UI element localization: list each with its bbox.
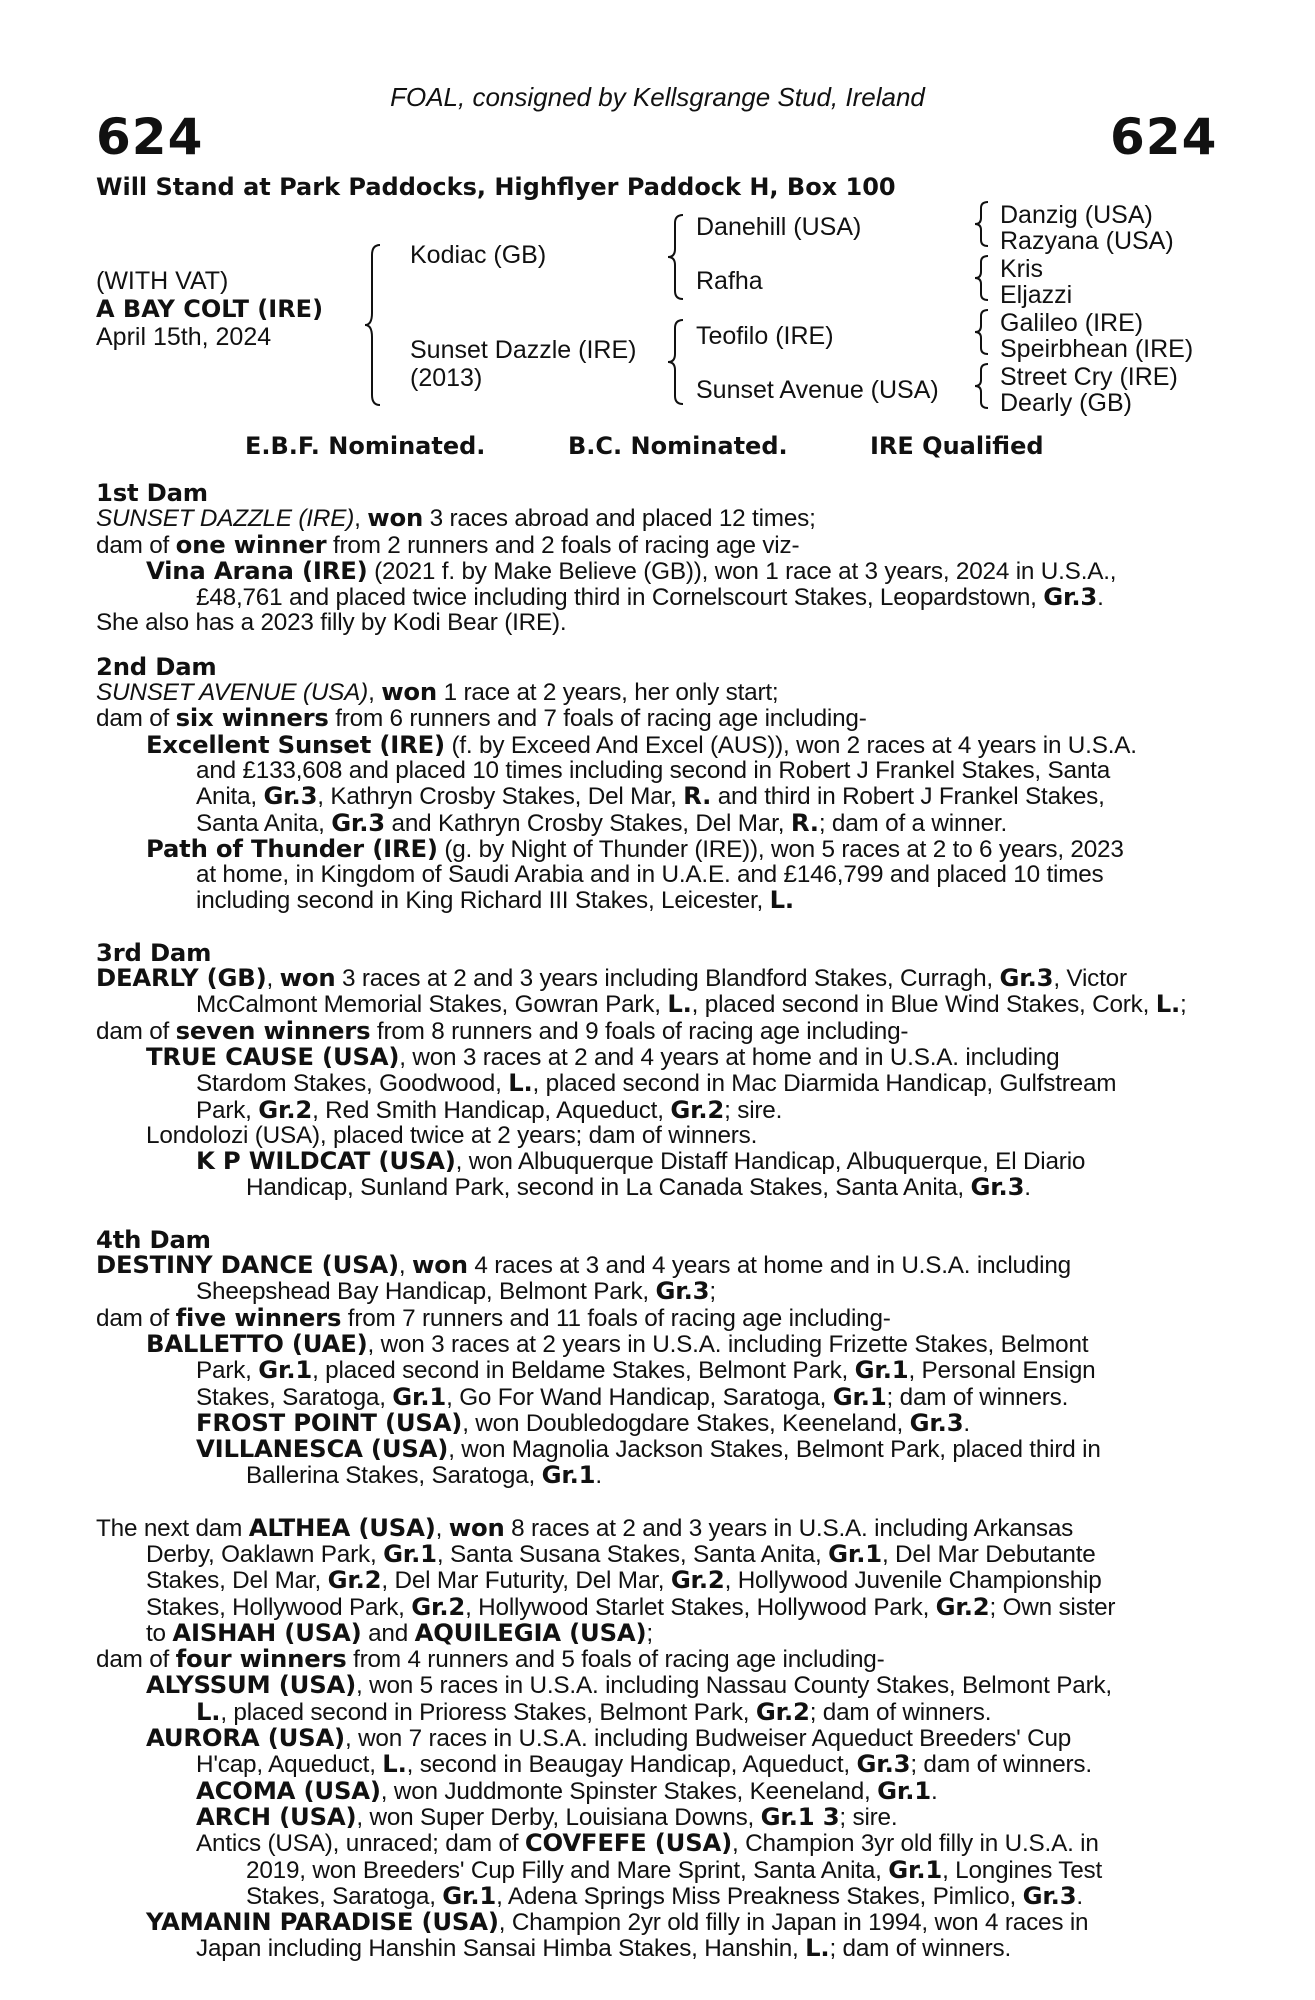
produce-entry-cont [96,1696,1206,1726]
dam-record-cont [96,991,1206,1017]
produce-entry-cont [96,1381,1206,1411]
grade: Gr.2 [327,1565,382,1595]
produce-entry [96,1041,1206,1071]
text: . [1076,1882,1083,1910]
horse-name: ALYSSUM (USA) [146,1670,357,1700]
sire-sire: Danehill (USA) [696,213,862,241]
text: , won Magnolia Jackson Stakes, Belmont Park, placed third in [448,1436,1101,1464]
text: , Personal Ensign [908,1357,1096,1385]
produce-entry-cont [96,1357,1206,1383]
text: ; sire. [839,1803,898,1831]
horse-name: VILLANESCA (USA) [196,1434,449,1464]
text: , Champion 3yr old filly in U.S.A. in [732,1830,1099,1858]
text: from 2 runners and 2 foals of racing age viz- [326,531,800,559]
first-dam-section [96,480,1206,636]
horse-name: Excellent Sunset (IRE) [146,729,445,759]
text: ; dam of winners. [886,1383,1069,1411]
produce-summary [96,1646,1206,1672]
produce-entry [96,1775,1206,1805]
produce-entry-cont [96,1094,1206,1124]
grade: L. [382,1749,407,1779]
text: , Longines Test [942,1856,1103,1884]
pedigree-brace [665,213,687,301]
text: 8 races at 2 and 3 years in U.S.A. including Arkansas [504,1514,1074,1542]
won-label: won [279,963,336,993]
dam-record-cont [96,1538,1206,1568]
dam-name: DESTINY DANCE (USA) [96,1250,399,1280]
fourth-dam-section [96,1224,1206,1490]
section-heading: 1st Dam [96,478,208,507]
ss-sire: Danzig (USA) [1000,201,1153,229]
text: Antics (USA), unraced; dam of [196,1830,525,1858]
text: £48,761 and placed twice including third in Cornelscourt Stakes, Leopardstown, [196,584,1044,612]
text: Handicap, Sunland Park, second in La Canada Stakes, Santa Anita, [246,1174,971,1202]
produce-entry [96,555,1206,585]
horse-name: AISHAH (USA) [172,1617,362,1647]
winner-count: six winners [175,703,329,733]
grade: L. [196,1696,221,1726]
text: dam of [96,531,176,559]
sire-dam: Rafha [696,267,763,295]
next-dam-section [96,1512,1206,1963]
horse-name: FROST POINT (USA) [196,1407,463,1437]
lot-number-left: 624 [96,108,204,166]
text: Park, [196,1357,259,1385]
grade: Gr.1 [383,1538,437,1568]
text: Santa Anita, [196,809,332,837]
dam-name: DEARLY (GB) [96,963,267,993]
produce-entry-cont [96,1174,1206,1200]
dam-name: SUNSET DAZZLE (IRE) [96,505,355,533]
grade: Gr.3 [970,1172,1025,1202]
produce-entry [96,1436,1206,1462]
pedigree-brace [362,243,384,407]
text: including second in King Richard III Stakes, Leicester, [196,887,770,915]
text: , won Super Derby, Louisiana Downs, [356,1803,761,1831]
foaling-date: April 15th, 2024 [96,323,272,351]
winner-count: seven winners [175,1015,371,1045]
horse-name: Path of Thunder (IRE) [146,833,438,863]
produce-entry [96,1328,1206,1358]
text: Japan including Hanshin Sansai Himba Stakes, Hanshin, [196,1935,806,1963]
horse-name: COVFEFE (USA) [524,1828,733,1858]
text: and third in Robert J Frankel Stakes, [711,783,1105,811]
text: Derby, Oaklawn Park, [146,1540,384,1568]
text: ; dam of winners. [829,1935,1012,1963]
text: 3 races at 2 and 3 years including Blandford Stakes, Curragh, [335,965,1000,993]
grade: L. [805,1933,830,1963]
text: (g. by Night of Thunder (IRE)), won 5 races at 2 to 6 years, 2023 [437,835,1124,863]
grade: Gr.3 [999,963,1054,993]
horse-name: K P WILDCAT (USA) [196,1146,456,1176]
grade: Gr.3 [655,1276,710,1306]
produce-entry-cont [96,887,1206,913]
produce-entry-cont: and £133,608 and placed 10 times including second in Robert J Frankel Stakes, Santa [196,756,1111,784]
horse-name: YAMANIN PARADISE (USA) [146,1907,499,1937]
grade: Gr.2 [670,1565,725,1595]
section-heading: 3rd Dam [96,937,212,967]
text: Park, [196,1096,259,1124]
grade: Gr.1 [832,1381,887,1411]
grade: Gr.3 [856,1749,911,1779]
text: , Victor [1053,965,1127,993]
text: ; sire. [724,1096,783,1124]
produce-entry [96,1801,1206,1831]
text: ; [1180,991,1187,1019]
text: , placed second in Prioress Stakes, Belmont Park, [220,1698,756,1726]
grade: Gr.2 [755,1696,810,1726]
grade: Gr.1 [541,1460,596,1490]
horse-name: ARCH (USA) [196,1801,357,1831]
pedigree-brace [972,200,992,248]
grade: Gr.1 3 [760,1801,840,1831]
text: Stakes, Del Mar, [146,1567,328,1595]
section-heading: 2nd Dam [96,651,217,681]
text: from 6 runners and 7 foals of racing age including- [328,705,867,733]
winner-count: four winners [175,1644,347,1674]
sire-name: Kodiac (GB) [410,241,547,269]
text: . [595,1462,602,1490]
text: and Kathryn Crosby Stakes, Del Mar, [384,809,791,837]
text: , won Juddmonte Spinster Stakes, Keeneland, [380,1777,878,1805]
text: dam of [96,1017,176,1045]
section-heading: 4th Dam [96,1224,211,1254]
horse-name: AURORA (USA) [146,1723,345,1753]
produce-entry-cont [96,584,1206,610]
grade: Gr.1 [888,1854,943,1884]
produce-entry [96,729,1206,759]
text: , Hollywood Starlet Stakes, Hollywood Park, [465,1593,936,1621]
produce-entry: Londolozi (USA), placed twice at 2 years; dam of winners. [146,1121,758,1149]
produce-entry [96,1830,1206,1856]
bc-nomination: B.C. Nominated. [568,432,788,460]
winner-count: five winners [175,1302,342,1332]
third-dam-section [96,937,1206,1202]
text: , Hollywood Juvenile Championship [724,1567,1102,1595]
text: Stardom Stakes, Goodwood, [196,1070,509,1098]
text: Stakes, Saratoga, [196,1383,393,1411]
grade: L. [1155,989,1181,1019]
grade: Gr.3 [1043,582,1098,612]
grade: Gr.1 [828,1538,882,1568]
dam-dam: Sunset Avenue (USA) [696,376,939,404]
produce-entry-cont [96,783,1206,809]
text: , won 5 races in U.S.A. including Nassau County Stakes, Belmont Park, [356,1672,1112,1700]
ss-dam: Razyana (USA) [1000,227,1174,255]
produce-entry-cont [96,1070,1206,1096]
dam-record: SUNSET DAZZLE (IRE), won 3 races abroad and placed 12 times; [96,503,816,533]
dam-record-cont [96,1278,1206,1304]
grade: Gr.2 [411,1591,466,1621]
text: from 7 runners and 11 foals of racing age including- [341,1304,891,1332]
text: ; [646,1619,653,1647]
horse-name: AQUILEGIA (USA) [414,1617,647,1647]
horse-name: A BAY COLT (IRE) [96,295,324,323]
dam-year: (2013) [410,364,483,392]
text: ; dam of winners. [809,1698,992,1726]
ire-qualified: IRE Qualified [870,432,1044,460]
pedigree-brace [972,254,992,302]
dd-sire: Street Cry (IRE) [1000,363,1178,391]
text: , second in Beaugay Handicap, Aqueduct, [406,1751,857,1779]
produce-entry [96,833,1206,863]
dam-record: The next dam ALTHEA (USA), won 8 races at 2 and 3 years in U.S.A. including Arkansas [96,1512,1074,1542]
grade: R. [683,781,712,811]
won-label: won [448,1512,505,1542]
dam-name: ALTHEA (USA) [248,1512,436,1542]
text: , Red Smith Handicap, Aqueduct, [312,1096,671,1124]
ebf-nomination: E.B.F. Nominated. [245,432,486,460]
other-produce: She also has a 2023 filly by Kodi Bear (IRE). [96,609,567,637]
text: dam of [96,1646,176,1674]
dam-name: Sunset Dazzle (IRE) [410,336,637,364]
text: 1 race at 2 years, her only start; [437,679,779,707]
produce-entry [96,1148,1206,1174]
text: , Adena Springs Miss Preakness Stakes, Pimlico, [496,1882,1023,1910]
horse-name: ACOMA (USA) [196,1775,381,1805]
produce-entry-cont [96,1751,1206,1777]
lot-number-right: 624 [1110,108,1218,166]
text: from 4 runners and 5 foals of racing age including- [346,1646,885,1674]
pedigree-brace [972,308,992,356]
dam-record-cont [96,1567,1206,1593]
produce-summary [96,705,1206,731]
produce-summary [96,529,1206,559]
grade: Gr.3 [909,1407,964,1437]
text: from 8 runners and 9 foals of racing age including- [370,1017,909,1045]
horse-name: BALLETTO (UAE) [146,1328,368,1358]
text: 4 races at 3 and 4 years at home and in U.S.A. including [467,1252,1071,1280]
won-label: won [412,1250,468,1280]
dd-dam: Dearly (GB) [1000,389,1132,417]
text: ; Own sister [989,1593,1116,1621]
grade: Gr.3 [1022,1880,1077,1910]
produce-entry-cont [96,1854,1206,1884]
dam-name: SUNSET AVENUE (USA) [96,679,369,707]
ds-sire: Galileo (IRE) [1000,309,1144,337]
dam-record: DESTINY DANCE (USA), won 4 races at 3 and 4 years at home and in U.S.A. including [96,1250,1071,1280]
text: H'cap, Aqueduct, [196,1751,383,1779]
dam-record-cont [96,1591,1206,1621]
grade: R. [790,807,819,837]
produce-entry [96,1672,1206,1698]
stand-location: Will Stand at Park Paddocks, Highflyer Paddock H, Box 100 [96,173,896,201]
produce-summary [96,1302,1206,1332]
grade: Gr.2 [670,1094,725,1124]
grade: Gr.2 [258,1094,313,1124]
grade: L. [508,1068,533,1098]
text: ; dam of winners. [910,1751,1092,1779]
text: , placed second in Mac Diarmida Handicap, Gulfstream [532,1070,1117,1098]
produce-entry [96,1725,1206,1751]
grade: Gr.1 [392,1381,447,1411]
produce-entry [96,1909,1206,1935]
sd-dam: Eljazzi [1000,281,1073,309]
grade: Gr.1 [442,1880,497,1910]
text: , Del Mar Debutante [881,1540,1096,1568]
text: , won Doubledogdare Stakes, Keeneland, [462,1409,910,1437]
grade: Gr.3 [331,807,385,837]
consignor-line: FOAL, consigned by Kellsgrange Stud, Ireland [390,82,925,112]
second-dam-section [96,651,1206,915]
text: . [930,1777,938,1805]
text: 2019, won Breeders' Cup Filly and Mare Sprint, Santa Anita, [246,1856,889,1884]
text: . [963,1409,970,1437]
text: , Go For Wand Handicap, Saratoga, [446,1383,833,1411]
grade: Gr.1 [877,1775,931,1805]
winner-count: one winner [175,529,327,559]
catalogue-body [96,480,1206,1962]
text: Ballerina Stakes, Saratoga, [246,1462,542,1490]
text: , placed second in Blue Wind Stakes, Cork, [691,991,1156,1019]
dam-sire: Teofilo (IRE) [696,322,834,350]
text: Stakes, Saratoga, [246,1882,443,1910]
text: ; dam of a winner. [818,809,1007,837]
produce-summary [96,1015,1206,1045]
pedigree-brace [972,362,992,410]
text: , Del Mar Futurity, Del Mar, [381,1567,671,1595]
dam-record: DEARLY (GB), won 3 races at 2 and 3 years including Blandford Stakes, Curragh, Gr.3, Victor [96,963,1127,993]
text: , Santa Susana Stakes, Santa Anita, [436,1540,829,1568]
produce-entry-cont [96,1462,1206,1488]
text: (2021 f. by Make Believe (GB)), won 1 race at 3 years, 2024 in U.S.A., [367,557,1117,585]
won-label: won [381,677,438,707]
sd-sire: Kris [1000,255,1044,283]
produce-entry-cont [96,1880,1206,1910]
text: Anita, [196,783,264,811]
produce-entry-cont [96,1935,1206,1961]
won-label: won [367,503,424,533]
text: Sheepshead Bay Handicap, Belmont Park, [196,1278,656,1306]
text: McCalmont Memorial Stakes, Gowran Park, [196,991,668,1019]
horse-name: TRUE CAUSE (USA) [146,1041,400,1071]
text: (f. by Exceed And Excel (AUS)), won 2 races at 4 years in U.S.A. [444,731,1137,759]
text: Stakes, Hollywood Park, [146,1593,412,1621]
grade: Gr.3 [263,781,318,811]
grade: Gr.2 [935,1591,990,1621]
text: and [361,1619,415,1647]
text: . [1097,584,1104,612]
grade: Gr.1 [258,1355,313,1385]
text: , Champion 2yr old filly in Japan in 1994, won 4 races in [498,1909,1089,1937]
text: to [146,1619,173,1647]
produce-entry [96,1407,1206,1437]
dam-record: SUNSET AVENUE (USA), won 1 race at 2 years, her only start; [96,677,779,707]
text: , placed second in Beldame Stakes, Belmont Park, [312,1357,855,1385]
dam-record-cont [96,1617,1206,1647]
pedigree-brace [665,318,687,406]
text: , won 3 races at 2 and 4 years at home and in U.S.A. including [399,1043,1060,1071]
text: , Kathryn Crosby Stakes, Del Mar, [317,783,684,811]
text: , won 3 races at 2 years in U.S.A. including Frizette Stakes, Belmont [367,1330,1089,1358]
text: , won 7 races in U.S.A. including Budweiser Aqueduct Breeders' Cup [344,1725,1072,1753]
grade: Gr.1 [854,1355,909,1385]
text: ; [709,1278,716,1306]
horse-name: Vina Arana (IRE) [146,555,368,585]
ds-dam: Speirbhean (IRE) [1000,335,1194,363]
text: dam of [96,1304,176,1332]
text: The next dam [96,1514,249,1542]
text: , won Albuquerque Distaff Handicap, Albuquerque, El Diario [455,1148,1086,1176]
produce-entry-cont: at home, in Kingdom of Saudi Arabia and in U.A.E. and £146,799 and placed 10 times [196,861,1104,889]
text: 3 races abroad and placed 12 times; [423,505,816,533]
text: . [1024,1174,1031,1202]
grade: L. [769,885,794,915]
produce-entry-cont [96,807,1206,837]
text: dam of [96,705,176,733]
vat-note: (WITH VAT) [96,267,229,295]
grade: L. [667,989,692,1019]
